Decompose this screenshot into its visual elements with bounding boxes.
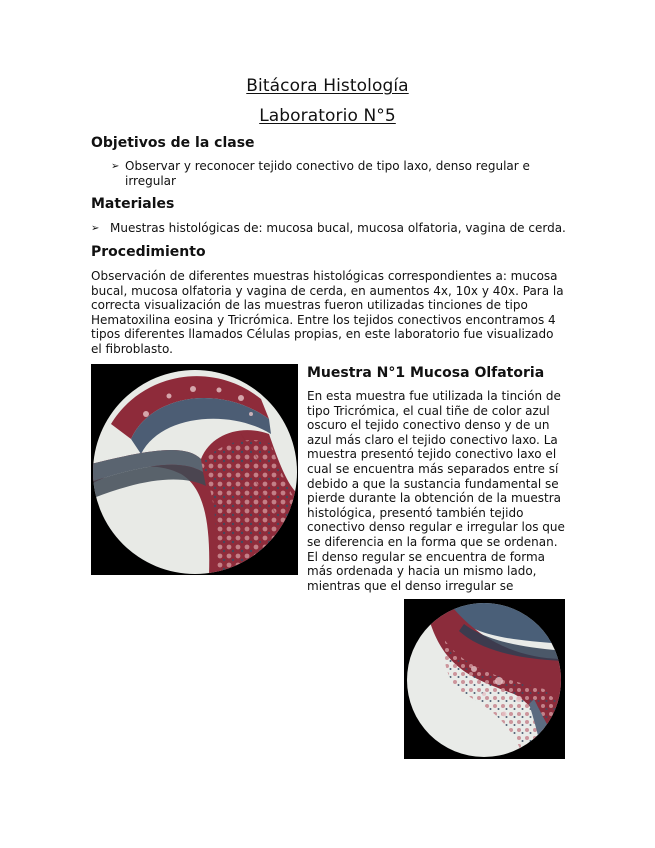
objectives-heading: Objetivos de la clase bbox=[91, 135, 255, 151]
procedure-heading: Procedimiento bbox=[91, 244, 206, 260]
arrowhead-bullet-icon: ➢ bbox=[111, 161, 120, 172]
micrograph-olfactory-mucosa-4x bbox=[91, 364, 298, 575]
micrograph-olfactory-mucosa-10x bbox=[404, 599, 565, 759]
materials-heading: Materiales bbox=[91, 196, 175, 212]
document-subtitle: Laboratorio N°5 bbox=[259, 106, 396, 126]
sample1-paragraph: En esta muestra fue utilizada la tinción de tipo Tricrómica, el cual tiñe de color azul oscuro el tejido conectivo denso y de un azul más claro el tejido conectivo laxo. La muestra presentó tejido conectivo laxo el cual se encuentra más separados entre sí debido a que la sustancia fundamental se pierde durante la obtención de la muestra histológica, presentó también tejido conectivo denso regular e irregular los que se diferencia en la forma que se ordenan. El denso regular se encuentra de forma más ordenada y hacia un mismo lado, mientras que el denso irregular se bbox=[307, 389, 565, 593]
sample1-heading: Muestra N°1 Mucosa Olfatoria bbox=[307, 365, 545, 381]
materials-list-item bbox=[91, 221, 571, 236]
arrowhead-bullet-icon: ➢ bbox=[91, 223, 100, 234]
materials-item-text: Muestras histológicas de: mucosa bucal, mucosa olfatoria, vagina de cerda. bbox=[110, 221, 566, 235]
objectives-item-text: Observar y reconocer tejido conectivo de tipo laxo, denso regular e irregular bbox=[125, 159, 530, 188]
objectives-list-item bbox=[111, 159, 551, 189]
procedure-paragraph: Observación de diferentes muestras histológicas correspondientes a: mucosa bucal, mucosa olfatoria y vagina de cerda, en aumentos 4x, 10x y 40x. Para la correcta visualización de las muestras fueron utilizadas tinciones de tipo Hematoxilina eosina y Tricrómica. Entre los tejidos conectivos encontramos 4 tipos diferentes llamados Células propias, en este laboratorio fue visualizado el fibroblasto. bbox=[91, 269, 564, 356]
document-title: Bitácora Histología bbox=[246, 76, 409, 96]
